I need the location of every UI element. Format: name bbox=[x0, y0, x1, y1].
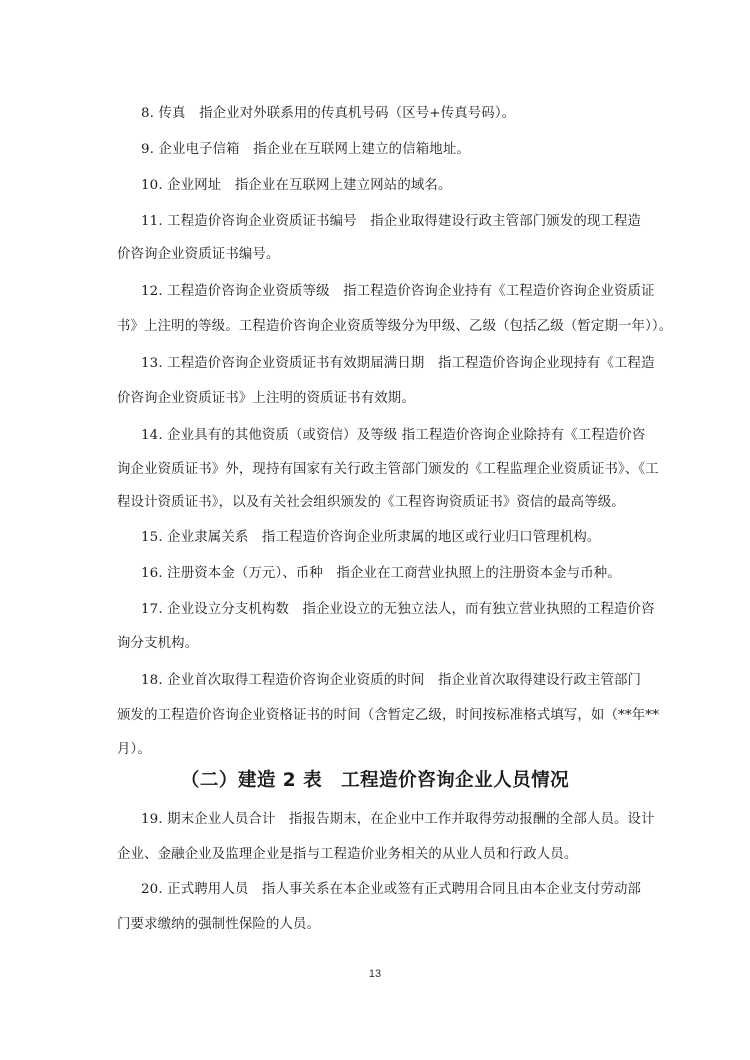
item-17-line-2: 询分支机构。 bbox=[117, 636, 199, 651]
item-11-line-2: 价咨询企业资质证书编号。 bbox=[117, 247, 280, 262]
item-11-line-1: 11. 工程造价咨询企业资质证书编号 指企业取得建设行政主管部门颁发的现工程造 bbox=[141, 214, 642, 229]
item-18-line-3: 月）。 bbox=[117, 742, 151, 757]
item-14-line-3: 程设计资质证书》，以及有关社会组织颁发的《工程咨询资质证书》资信的最高等级。 bbox=[117, 495, 625, 510]
item-14-line-1: 14. 企业具有的其他资质（或资信）及等级 指工程造价咨询企业除持有《工程造价咨 bbox=[141, 428, 646, 443]
item-12-line-1: 12. 工程造价咨询企业资质等级 指工程造价咨询企业持有《工程造价咨询企业资质证 bbox=[141, 284, 655, 299]
item-8: 8. 传真 指企业对外联系用的传真机号码（区号+传真号码）。 bbox=[141, 106, 516, 121]
item-20-line-2: 门要求缴纳的强制性保险的人员。 bbox=[117, 917, 321, 932]
item-13-line-1: 13. 工程造价咨询企业资质证书有效期届满日期 指工程造价咨询企业现持有《工程造 bbox=[141, 356, 655, 371]
item-10: 10. 企业网址 指企业在互联网上建立网站的域名。 bbox=[141, 178, 452, 193]
page-number: 13 bbox=[368, 968, 382, 980]
item-14-line-2: 询企业资质证书》外，现持有国家有关行政主管部门颁发的《工程监理企业资质证书》、《工 bbox=[117, 462, 659, 477]
item-12-line-2: 书》上注明的等级。工程造价咨询企业资质等级分为甲级、乙级（包括乙级（暂定期一年））。 bbox=[117, 319, 673, 334]
section-heading: （二）建造 2 表 工程造价咨询企业人员情况 bbox=[180, 770, 570, 791]
item-18-line-2: 颁发的工程造价咨询企业资格证书的时间（含暂定乙级，时间按标准格式填写，如（**年** bbox=[117, 708, 659, 723]
item-16: 16. 注册资本金（万元）、币种 指企业在工商营业执照上的注册资本金与币种。 bbox=[141, 566, 621, 581]
item-20-line-1: 20. 正式聘用人员 指人事关系在本企业或签有正式聘用合同且由本企业支付劳动部 bbox=[141, 882, 642, 897]
item-19-line-1: 19. 期末企业人员合计 指报告期末，在企业中工作并取得劳动报酬的全部人员。设计 bbox=[141, 812, 655, 827]
item-13-line-2: 价咨询企业资质证书》上注明的资质证书有效期。 bbox=[117, 391, 415, 406]
item-17-line-1: 17. 企业设立分支机构数 指企业设立的无独立法人，而有独立营业执照的工程造价咨 bbox=[141, 602, 655, 617]
item-9: 9. 企业电子信箱 指企业在互联网上建立的信箱地址。 bbox=[141, 142, 470, 157]
item-18-line-1: 18. 企业首次取得工程造价咨询企业资质的时间 指企业首次取得建设行政主管部门 bbox=[141, 673, 642, 688]
item-15: 15. 企业隶属关系 指工程造价咨询企业所隶属的地区或行业归口管理机构。 bbox=[141, 530, 601, 545]
item-19-line-2: 企业、金融企业及监理企业是指与工程造价业务相关的从业人员和行政人员。 bbox=[117, 847, 578, 862]
